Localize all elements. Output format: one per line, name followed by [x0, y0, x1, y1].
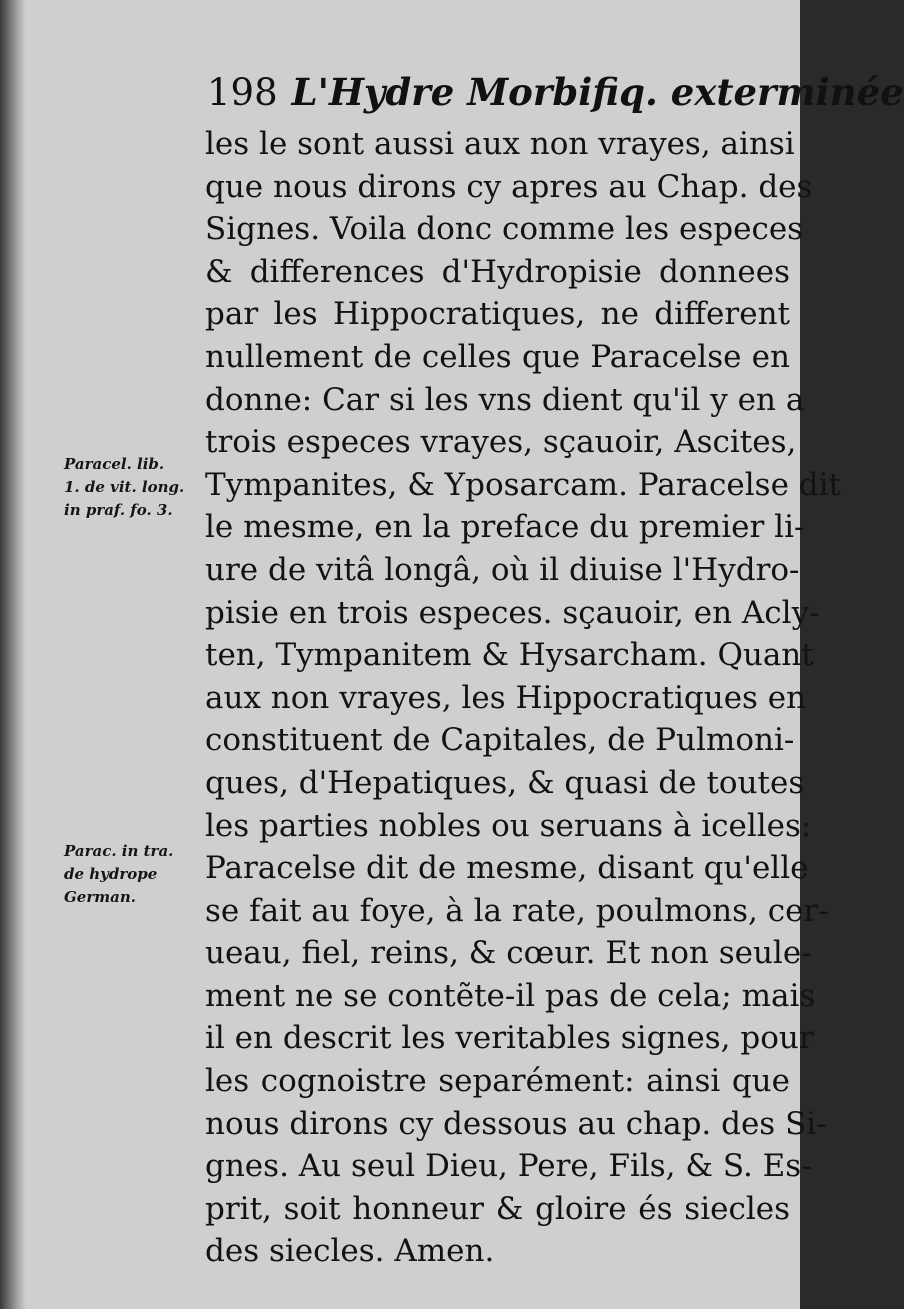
text-line: les le sont aussi aux non vrayes, ainsi [205, 126, 795, 162]
text-line: le mesme, en la preface du premier li- [205, 509, 805, 546]
text-line: que nous dirons cy apres au Chap. des [205, 168, 813, 205]
text-line: prit, soit honneur & gloire és siecles [205, 1190, 790, 1227]
text-line: Tympanites, & Yposarcam. Paracelse dit [205, 466, 841, 503]
text-line: Signes. Voila donc comme les especes [205, 211, 804, 248]
text-line: ten, Tympanitem & Hysarcham. Quant [205, 637, 814, 674]
text-line: & differences d'Hydropisie donnees [205, 253, 790, 290]
margin-note-line: 1. de vit. long. [64, 478, 185, 496]
text-line: ueau, fiel, reins, & cœur. Et non seule- [205, 935, 812, 972]
text-line: se fait au foye, à la rate, poulmons, cer- [205, 892, 829, 929]
text-line: donne: Car si les vns dient qu'il y en a [205, 381, 805, 418]
text-line: trois especes vrayes, sçauoir, Ascites, [205, 424, 797, 461]
margin-note-line: de hydrope [64, 865, 158, 883]
running-title: L'Hydre Morbifiq. exterminée [291, 70, 904, 114]
running-header [207, 70, 904, 120]
text-line: Paracelse dit de mesme, disant qu'elle [205, 850, 809, 887]
text-line: aux non vrayes, les Hippocratiques en [205, 679, 807, 716]
text-line: ure de vitâ longâ, où il diuise l'Hydro- [205, 551, 800, 588]
margin-note [64, 840, 204, 909]
text-line: ment ne se contẽte-il pas de cela; mais [205, 977, 816, 1014]
text-line: pisie en trois especes. sçauoir, en Acly- [205, 594, 820, 631]
text-line: par les Hippocratiques, ne different [205, 296, 790, 333]
text-line: les cognoistre separément: ainsi que [205, 1063, 790, 1100]
text-line: gnes. Au seul Dieu, Pere, Fils, & S. Es- [205, 1148, 812, 1185]
page-number: 198 [207, 71, 278, 114]
text-line: nullement de celles que Paracelse en [205, 338, 790, 375]
margin-note-line: Parac. in tra. [64, 842, 174, 860]
margin-note [64, 453, 204, 522]
body-text [205, 123, 841, 1273]
text-line: nous dirons cy dessous au chap. des Si- [205, 1105, 827, 1142]
text-line: il en descrit les veritables signes, pour [205, 1020, 814, 1057]
binding-gutter [0, 0, 26, 1309]
margin-note-line: in praf. fo. 3. [64, 501, 173, 519]
text-line: des siecles. Amen. [205, 1233, 495, 1270]
text-line: constituent de Capitales, de Pulmoni- [205, 722, 795, 759]
text-line: ques, d'Hepatiques, & quasi de toutes [205, 764, 805, 801]
margin-note-line: German. [64, 888, 136, 906]
text-line: les parties nobles ou seruans à icelles: [205, 807, 812, 844]
margin-note-line: Paracel. lib. [64, 455, 165, 473]
